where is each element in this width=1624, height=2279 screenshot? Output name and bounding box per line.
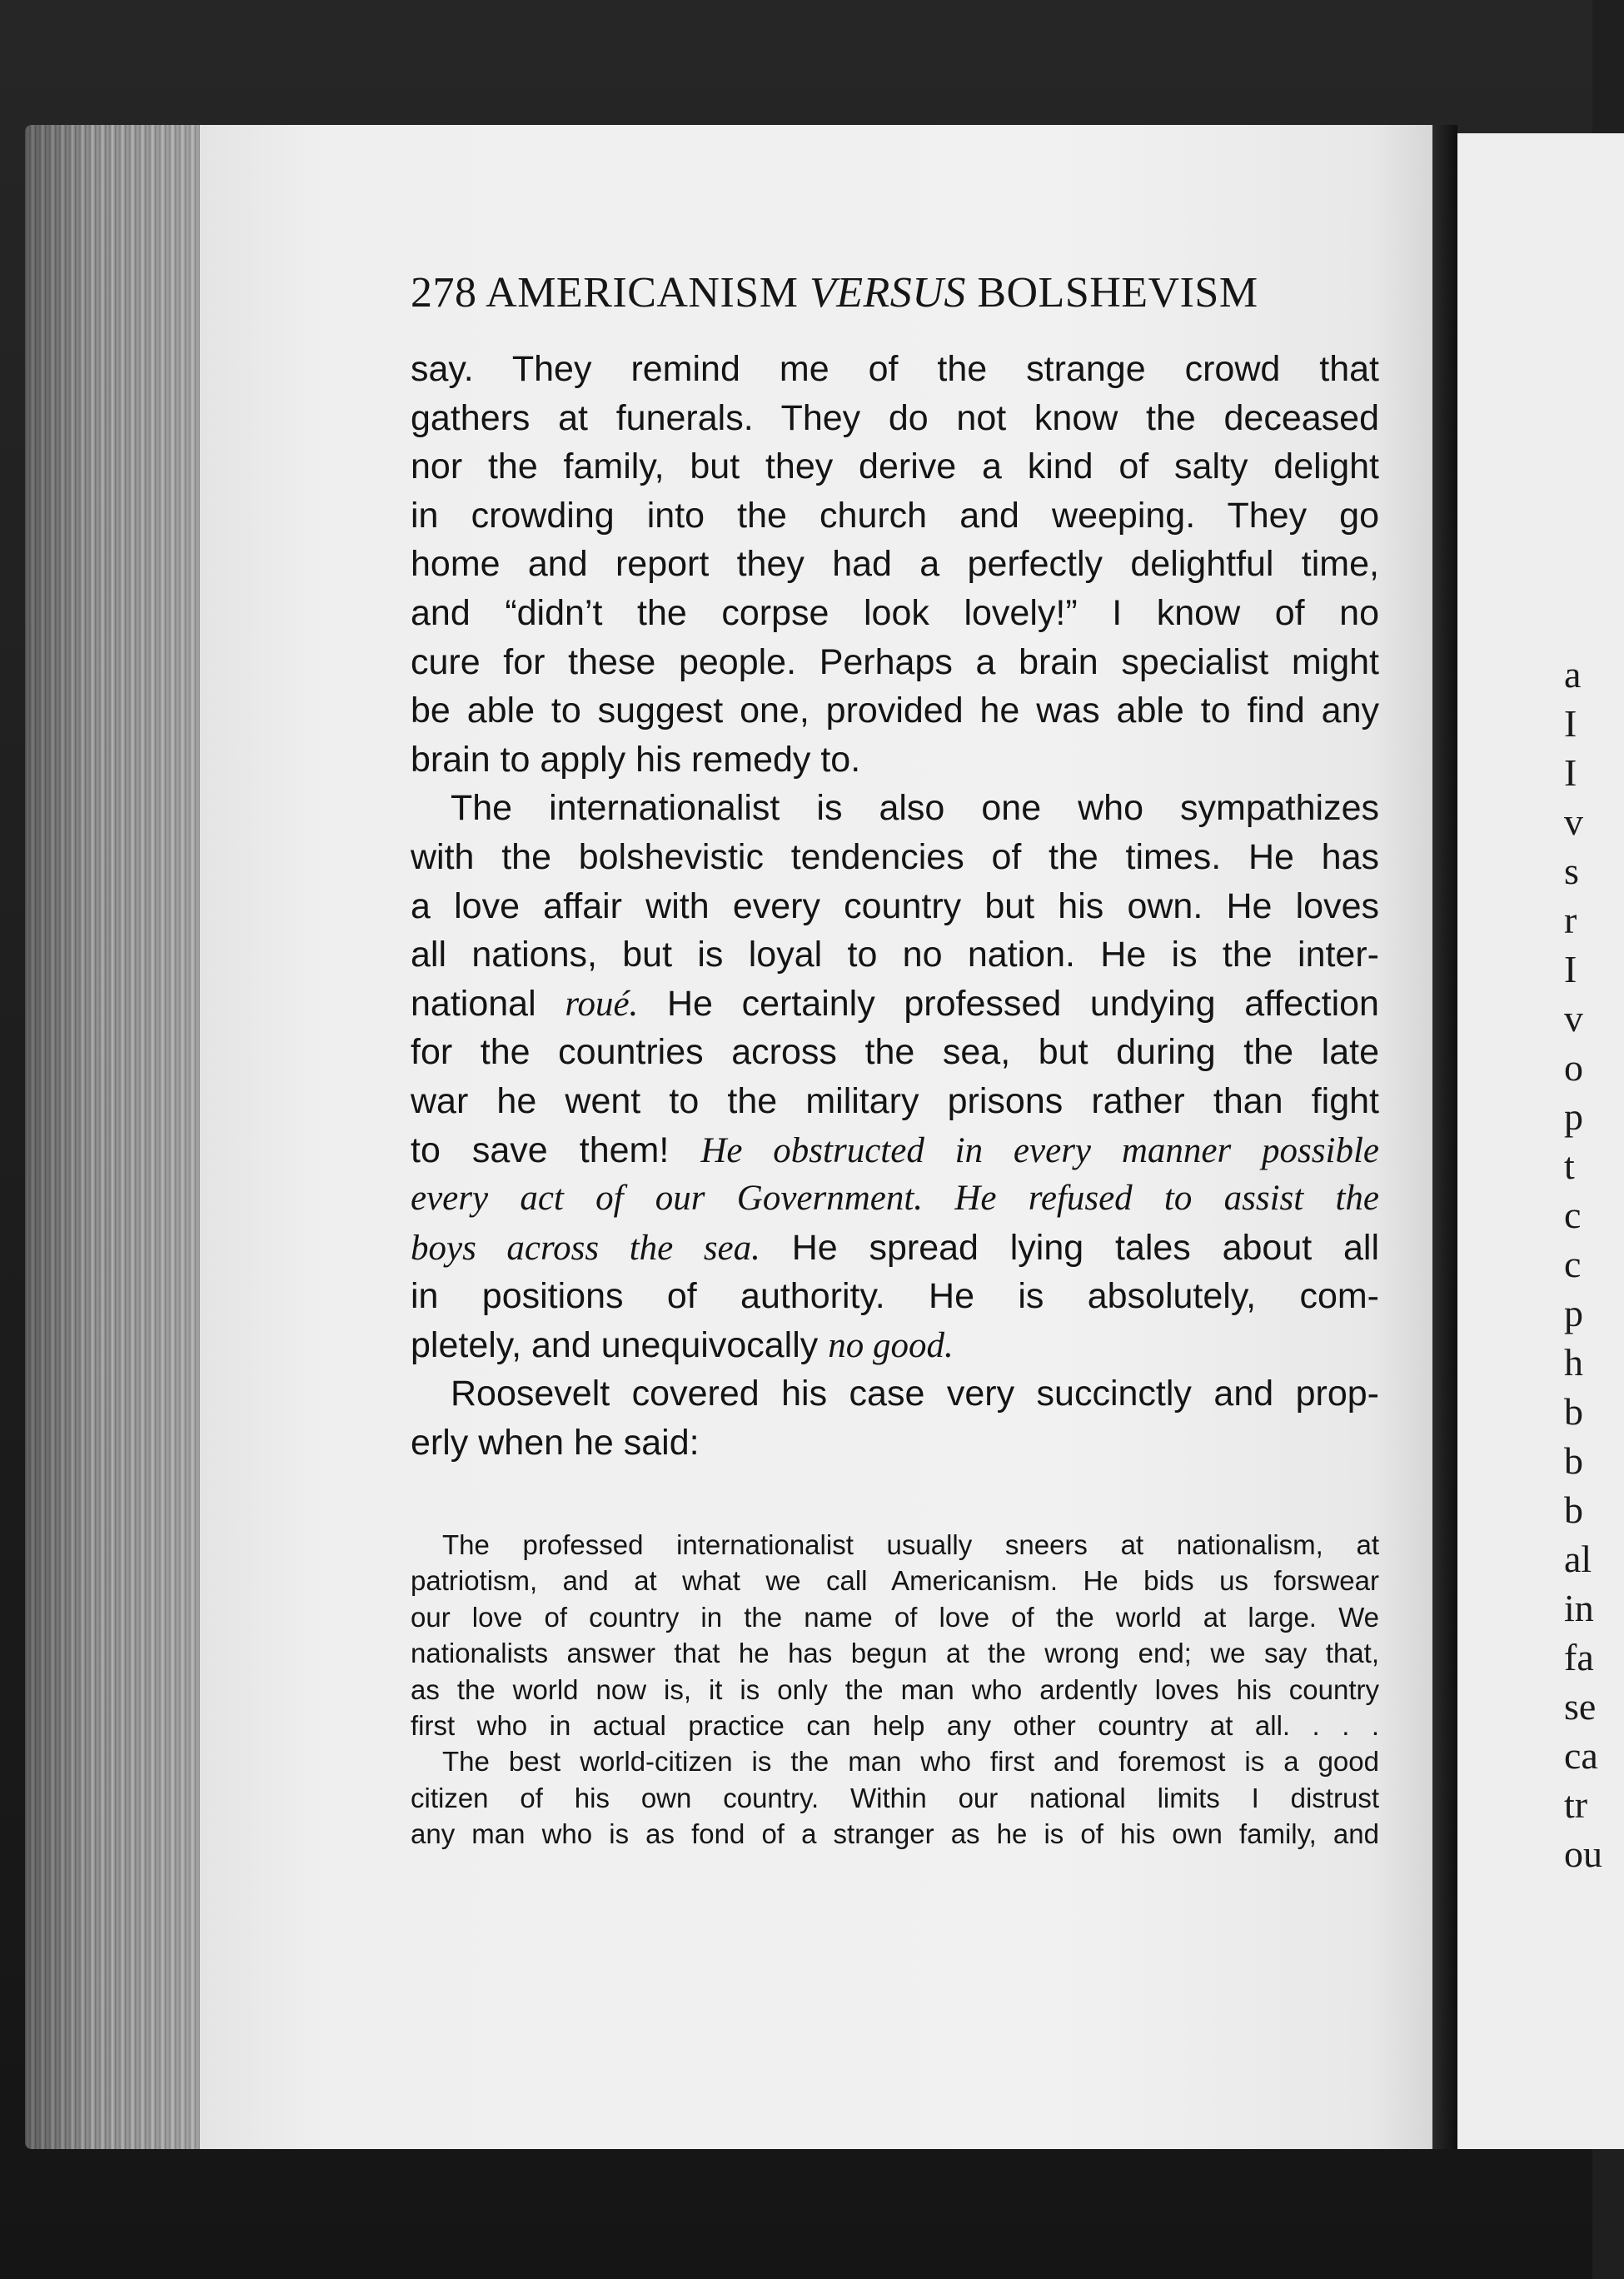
body-line-mixed [411,980,1379,1029]
book-gutter [1432,125,1457,2149]
body-line: with the bolshevistic tendencies of the times. He has [411,836,1379,877]
body-line: be able to suggest one, provided he was able to find any [411,691,1379,731]
facing-page-text: a I I v s r I v o p t c c p h b b b al in fa se ca tr ou [1564,653,1602,1875]
header-title-2: VERSUS [809,269,966,317]
body-line: a love affair with every country but his own. He loves [411,885,1379,926]
body-line: all nations, but is loyal to no nation. He is the inter- [411,935,1379,975]
body-line: home and report they had a perfectly delightful time, [411,544,1379,585]
body-line-mixed [411,1321,1379,1370]
quote-line: The professed internationalist usually sneers at nationalism, at [442,1529,1379,1560]
body-line-italic: every act of our Government. He refused to assist the [411,1179,1379,1219]
body-line: erly when he said: [411,1423,700,1464]
body-fragment: to save them! [411,1130,670,1170]
body-fragment: national [411,983,536,1024]
quote-line: any man who is as fond of a stranger as he is of his own family, and [411,1818,1379,1850]
quote-line: patriotism, and at what we call Americanism. He bids us forswear [411,1565,1379,1597]
running-header [411,268,1393,328]
body-line: and “didn’t the corpse look lovely!” I know of no [411,592,1379,633]
quote-line: first who in actual practice can help any other country at all. . . . [411,1709,1379,1741]
body-line: gathers at funerals. They do not know the deceased [411,397,1379,438]
body-line: war he went to the military prisons rather than fight [411,1080,1379,1121]
block-quote [411,1527,1379,1853]
header-title-1: AMERICANISM [486,269,799,317]
body-line: cure for these people. Perhaps a brain specialist might [411,641,1379,682]
quote-line: our love of country in the name of love of the world at large. We [411,1601,1379,1633]
body-fragment-italic: He obstructed in every manner possible [700,1130,1379,1170]
body-fragment: He certainly professed undying affection [666,983,1379,1024]
body-line: nor the family, but they derive a kind of salty delight [411,446,1379,487]
body-text [411,345,1379,1468]
body-fragment-italic: no good. [828,1325,954,1365]
quote-line: citizen of his own country. Within our national limits I distrust [411,1782,1379,1813]
body-line: The internationalist is also one who sympathizes [451,788,1379,829]
body-line: brain to apply his remedy to. [411,739,861,780]
body-line: in crowding into the church and weeping. They go [411,495,1379,536]
quote-line: as the world now is, it is only the man who ardently loves his country [411,1673,1379,1705]
body-line: for the countries across the sea, but during the late [411,1032,1379,1073]
body-line-mixed [411,1224,1379,1273]
body-fragment: He spread lying tales about all [791,1227,1379,1268]
body-line: Roosevelt covered his case very succinctly and prop- [451,1374,1379,1414]
page-number: 278 [411,269,477,317]
body-fragment-italic: roué. [565,984,639,1024]
body-line: in positions of authority. He is absolutely, com- [411,1276,1379,1317]
body-fragment-italic: boys across the sea. [411,1228,760,1268]
quote-line: The best world-citizen is the man who first and foremost is a good [442,1746,1379,1778]
book-page-edges-shade [25,125,200,2149]
quote-line: nationalists answer that he has begun at the wrong end; we say that, [411,1638,1379,1669]
body-line-mixed [411,1126,1379,1175]
body-line: say. They remind me of the strange crowd that [411,349,1379,389]
body-fragment: pletely, and unequivocally [411,1324,819,1365]
header-title-3: BOLSHEVISM [977,269,1258,317]
